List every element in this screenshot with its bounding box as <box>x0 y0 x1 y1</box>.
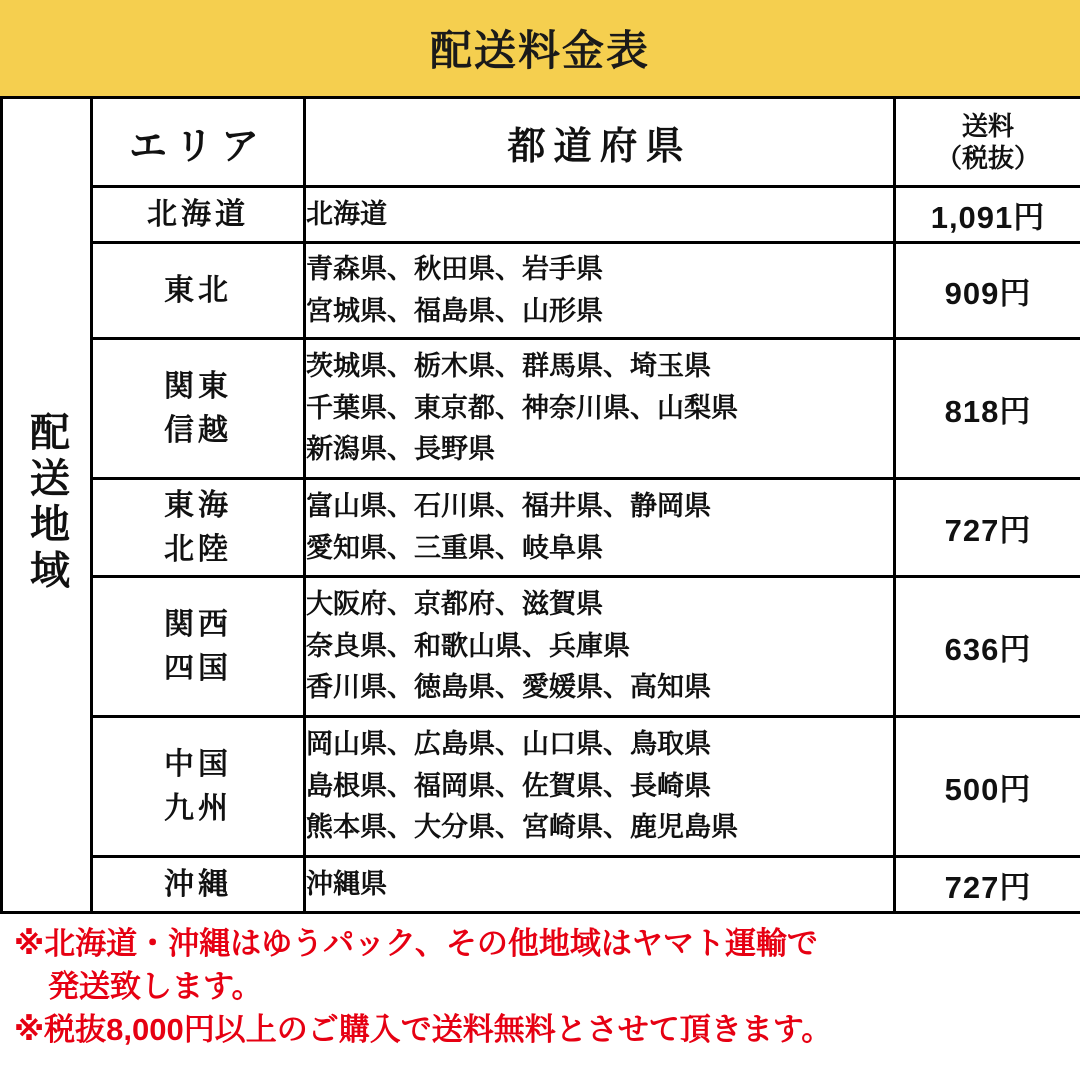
prefecture-line: 大阪府、京都府、滋賀県 <box>306 588 603 619</box>
column-header-area: エリア <box>92 98 305 187</box>
prefecture-line: 島根県、福岡県、佐賀県、長崎県 <box>306 770 711 801</box>
fee-cell: 636円 <box>895 577 1080 717</box>
prefecture-line: 愛知県、三重県、岐阜県 <box>306 532 603 563</box>
prefecture-cell <box>305 339 895 479</box>
prefecture-line: 熊本県、大分県、宮崎県、鹿児島県 <box>306 812 738 843</box>
note-line-2: 発送致します。 <box>48 968 263 1004</box>
notes-section <box>0 914 1080 1051</box>
prefecture-cell <box>305 187 895 243</box>
column-header-prefecture: 都道府県 <box>305 98 895 187</box>
prefecture-cell <box>305 857 895 913</box>
column-header-fee-line2: （税抜） <box>935 143 1040 173</box>
fee-cell: 1,091円 <box>895 187 1080 243</box>
prefecture-line: 新潟県、長野県 <box>306 434 495 465</box>
area-cell: 沖縄 <box>92 857 305 913</box>
area-cell <box>92 577 305 717</box>
fee-cell: 909円 <box>895 243 1080 339</box>
area-line: 中国 <box>164 748 232 781</box>
table-row <box>2 243 1080 339</box>
prefecture-cell <box>305 243 895 339</box>
vertical-header-cell <box>2 98 92 913</box>
table-row <box>2 339 1080 479</box>
area-line: 九州 <box>164 791 232 825</box>
area-cell <box>92 479 305 577</box>
table-row <box>2 857 1080 913</box>
fee-cell: 818円 <box>895 339 1080 479</box>
prefecture-cell <box>305 479 895 577</box>
area-cell: 北海道 <box>92 187 305 243</box>
fee-cell: 727円 <box>895 857 1080 913</box>
vertical-header-label: 配送地域 <box>24 410 69 595</box>
prefecture-line: 青森県、秋田県、岩手県 <box>306 253 603 284</box>
prefecture-line: 茨城県、栃木県、群馬県、埼玉県 <box>306 350 711 381</box>
area-cell <box>92 717 305 857</box>
area-line: 関東 <box>164 370 232 403</box>
table-row <box>2 577 1080 717</box>
prefecture-line: 奈良県、和歌山県、兵庫県 <box>306 630 630 661</box>
fee-table-container <box>0 96 1080 914</box>
prefecture-cell <box>305 717 895 857</box>
fee-cell: 727円 <box>895 479 1080 577</box>
note-line-1: ※北海道・沖縄はゆうパック、その他地域はヤマト運輸で <box>14 926 818 961</box>
shipping-fee-table <box>0 96 1080 914</box>
area-cell <box>92 339 305 479</box>
table-row <box>2 479 1080 577</box>
column-header-fee <box>895 98 1080 187</box>
prefecture-line: 香川県、徳島県、愛媛県、高知県 <box>306 672 711 703</box>
note-line-3: ※税抜8,000円以上のご購入で送料無料とさせて頂きます。 <box>14 1011 833 1047</box>
table-row <box>2 187 1080 243</box>
prefecture-cell <box>305 577 895 717</box>
table-row <box>2 717 1080 857</box>
prefecture-line: 千葉県、東京都、神奈川県、山梨県 <box>306 392 738 423</box>
prefecture-line: 富山県、石川県、福井県、静岡県 <box>306 490 711 521</box>
prefecture-line: 沖縄県 <box>306 868 387 899</box>
prefecture-line: 北海道 <box>306 198 387 229</box>
column-header-fee-line1: 送料 <box>961 110 1014 141</box>
header-banner <box>0 0 1080 96</box>
area-line: 四国 <box>164 651 232 685</box>
prefecture-line: 宮城県、福島県、山形県 <box>306 295 603 326</box>
area-line: 信越 <box>164 413 232 447</box>
area-line: 北陸 <box>164 532 232 566</box>
area-line: 東海 <box>164 489 232 522</box>
fee-cell: 500円 <box>895 717 1080 857</box>
area-line: 関西 <box>164 608 232 641</box>
area-cell: 東北 <box>92 243 305 339</box>
prefecture-line: 岡山県、広島県、山口県、鳥取県 <box>306 728 711 759</box>
table-header-row <box>2 98 1080 187</box>
page-title: 配送料金表 <box>429 27 650 74</box>
